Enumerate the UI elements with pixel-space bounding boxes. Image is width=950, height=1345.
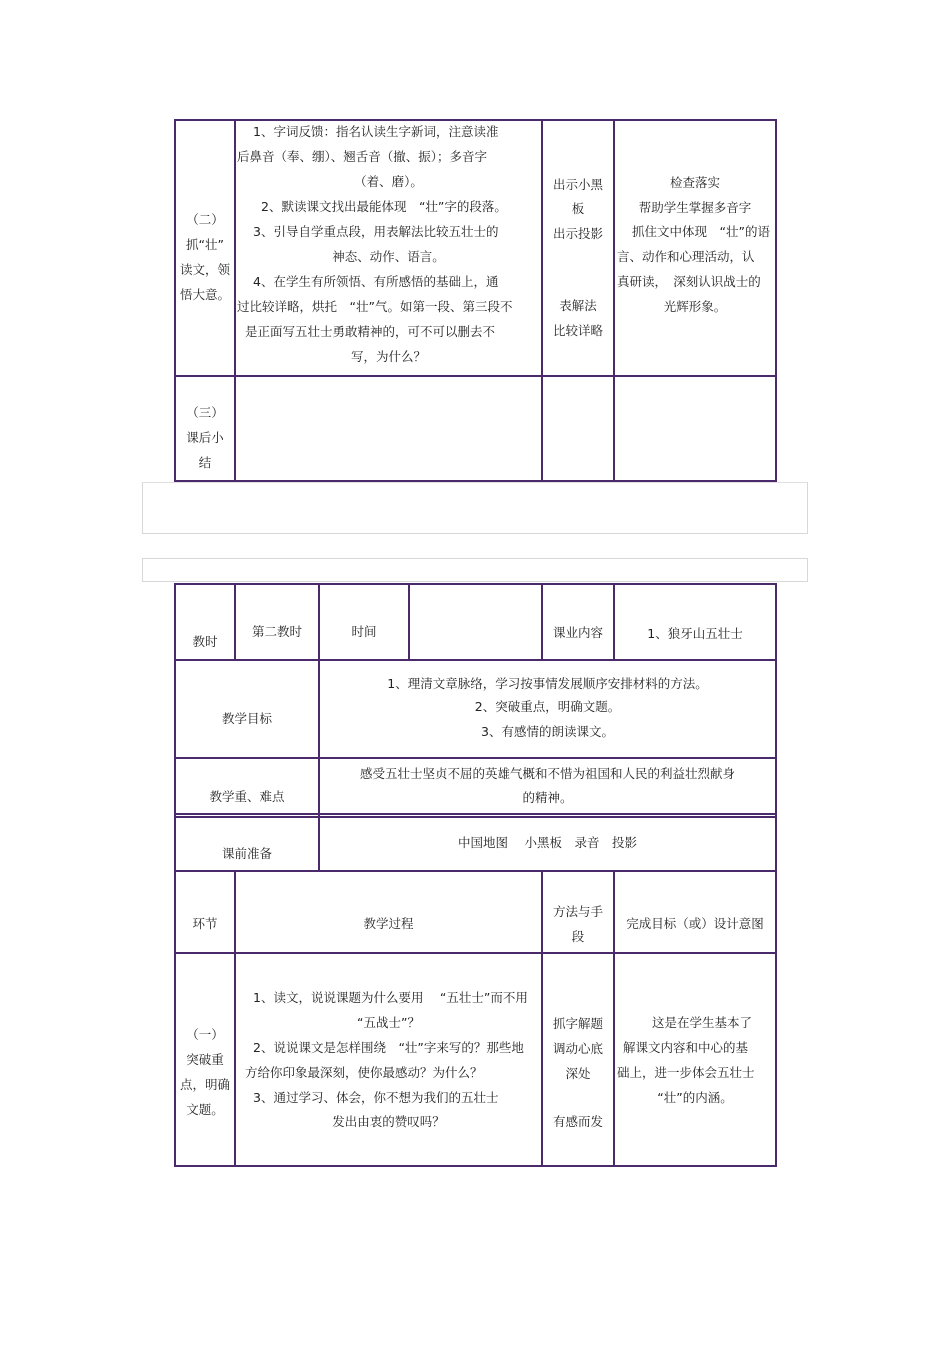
process-line: 发出由衷的赞叹吗？ [332,1114,445,1129]
process-line: （着、磨）。 [354,174,423,189]
goal-text: 帮助学生掌握多音字 [638,200,752,215]
stage-text: （三） [186,405,224,420]
label-objectives: 教学目标 [221,711,272,726]
process-line: 2、说说课文是怎样围绕 “壮”字来写的？那些地 [253,1040,524,1055]
label-jiaoshi: 教时 [192,634,218,649]
stage-text: 文题。 [186,1102,224,1117]
stage-text: 抓“壮” [186,237,224,252]
header-goal: 完成目标（或）设计意图 [626,916,764,931]
header-method: 方法与手 [552,904,603,919]
header-process: 教学过程 [363,916,414,931]
method-text: 出示小黑 [552,177,603,192]
key-points-text: 的精神。 [522,790,573,805]
page-break-top [142,482,808,534]
stage-text: 悟大意。 [179,287,230,302]
goal-text: 检查落实 [669,175,720,190]
key-points-text: 感受五壮士坚贞不屈的英雄气概和不惜为祖国和人民的利益壮烈献身 [359,766,735,781]
stage-text: 课后小 [186,430,224,445]
stage-text: 突破重 [186,1052,224,1067]
table2-border-bottom [174,1165,777,1167]
table2-border-top [174,583,777,585]
goal-text: 言、动作和心理活动，认 [617,249,755,264]
goal-text: “壮”的内涵。 [657,1090,733,1105]
goal-text: 真研读， 深刻认识战士的 [617,274,761,289]
process-line: “五战士”？ [357,1015,420,1030]
process-line: 2、默读课文找出最能体现 “壮”字的段落。 [261,199,507,214]
table1-border-right [775,119,777,482]
method-text: 比较详略 [552,323,603,338]
table2-row-divider [174,813,777,815]
value-jiaoshi: 第二教时 [251,624,302,639]
goal-text: 光辉形象。 [663,299,727,314]
table2-row-divider [174,816,777,818]
process-line: 1、读文，说说课题为什么要用 “五壮士”而不用 [253,990,528,1005]
table2-border-right [775,583,777,1167]
process-line: 写，为什么？ [350,349,426,364]
table2-divider [318,583,320,661]
process-line: 3、引导自学重点段，用表解法比较五壮士的 [253,224,499,239]
stage-text: 结 [198,455,212,470]
value-content: 1、狼牙山五壮士 [647,626,743,641]
table1-row-divider [174,375,777,377]
process-line: 是正面写五壮士勇敢精神的，可不可以删去不 [245,324,496,339]
process-line: 过比较详略，烘托 “壮”气。如第一段、第三段不 [237,299,513,314]
goal-text: 抓住文中体现 “壮”的语 [632,224,770,239]
process-line: 4、在学生有所领悟、有所感悟的基础上，通 [253,274,499,289]
table2-divider [541,583,543,661]
header-stage: 环节 [192,916,218,931]
table2-row-divider [174,870,777,872]
method-text: 深处 [565,1066,591,1081]
process-line: 1、字词反馈：指名认读生字新词，注意读准 [253,124,499,139]
process-line: 3、通过学习、体会，你不想为我们的五壮士 [253,1090,499,1105]
table2-row-divider [174,952,777,954]
stage-text: 读文，领 [179,262,230,277]
label-key-points: 教学重、难点 [209,789,285,804]
stage-text: （二） [186,212,224,227]
label-preparation: 课前准备 [221,846,272,861]
method-text: 有感而发 [552,1114,603,1129]
method-text: 调动心底 [552,1041,603,1056]
objective-item: 1、理清文章脉络，学习按事情发展顺序安排材料的方法。 [387,676,708,691]
table2-divider [613,583,615,661]
process-line: 后鼻音（奉、绷）、翘舌音（撤、振）；多音字 [237,149,488,164]
table2-row-divider [174,659,777,661]
goal-text: 础上，进一步体会五壮士 [617,1065,755,1080]
method-text: 出示投影 [552,226,603,241]
goal-text: 解课文内容和中心的基 [623,1040,749,1055]
table2-divider [234,583,236,661]
label-time: 时间 [351,624,377,639]
goal-text: 这是在学生基本了 [652,1015,753,1030]
stage-text: （一） [186,1027,224,1042]
table1-border-top [174,119,777,121]
objective-item: 3、有感情的朗读课文。 [481,724,614,739]
table2-divider [408,583,410,661]
method-text: 抓字解题 [552,1016,603,1031]
process-line: 神态、动作、语言。 [332,249,445,264]
objective-item: 2、突破重点，明确文题。 [474,699,621,714]
process-line: 方给你印象最深刻，使你最感动？为什么？ [245,1065,483,1080]
stage-text: 点，明确 [179,1077,230,1092]
method-text: 板 [571,201,585,216]
label-content: 课业内容 [552,625,603,640]
method-text: 表解法 [559,298,597,313]
page-break-bottom [142,558,808,582]
table2-row-divider [174,757,777,759]
preparation-text: 中国地图 小黑板 录音 投影 [458,835,637,850]
header-method: 段 [571,929,585,944]
